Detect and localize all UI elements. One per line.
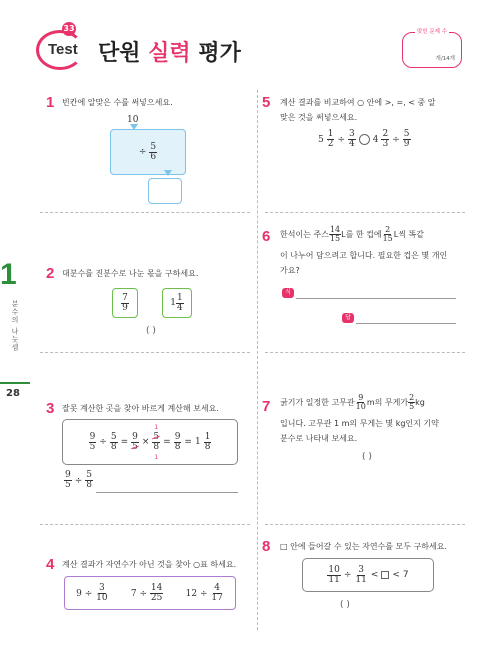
q6-text-3: 가요?	[280, 266, 300, 275]
q5-text-1: 계산 결과를 비교하여 ○ 안에 >, =, < 중 알	[280, 98, 436, 107]
q6-formula-line[interactable]	[296, 298, 456, 299]
q1-answer-box[interactable]	[148, 178, 182, 204]
q3-red-bottom: 1	[154, 453, 159, 461]
q6-number: 6	[262, 228, 271, 245]
q8-number: 8	[262, 538, 271, 555]
q6-text-1: 한석이는 주스 $\frac{14}{15}$ L를 한 컵에 $\frac{2}{15}$ L씩 똑같	[280, 225, 424, 243]
page-title: 단원 실력 평가	[98, 41, 241, 66]
q5-compare-circle[interactable]	[359, 134, 370, 145]
q1-operation-box	[110, 129, 186, 175]
row-divider-left-1	[40, 352, 250, 353]
q7-answer-paren[interactable]: ( )	[362, 452, 372, 462]
q4-choice-2[interactable]: 7 ÷ $\frac{14}{25}$	[130, 582, 163, 603]
column-divider	[257, 90, 258, 630]
q1-arrow-out	[164, 170, 172, 176]
side-bar	[0, 382, 30, 384]
q6-formula-tag: 식	[282, 288, 294, 298]
row-divider-left-2	[40, 524, 250, 525]
q1-fraction: $\frac{5}{6}$	[150, 141, 157, 162]
test-badge-number: 33	[62, 22, 76, 36]
q5-text-2: 맞은 것을 써넣으세요.	[280, 113, 358, 122]
q4-choice-3[interactable]: 12 ÷ $\frac{4}{17}$	[185, 582, 223, 603]
unit-name: 분수의 나눗셈	[11, 300, 19, 352]
test-badge-text: Test	[48, 41, 78, 58]
q6-answer-line[interactable]	[356, 323, 456, 324]
row-divider-right-0	[265, 212, 465, 213]
q2-text: 대분수를 진분수로 나눈 몫을 구하세요.	[62, 269, 199, 278]
q8-blank-square[interactable]	[381, 571, 389, 579]
q7-text-1: 굵기가 일정한 고무관 $\frac{9}{10}$ m의 무게가 $\frac{2}{5}$ kg	[280, 393, 425, 411]
q5-number: 5	[262, 94, 271, 111]
row-divider-right-1	[265, 352, 465, 353]
row-divider-left-0	[40, 212, 250, 213]
q2-answer-paren[interactable]: ( )	[146, 326, 156, 336]
q7-text-2: 입니다. 고무관 1 m의 무게는 몇 kg인지 기약	[280, 419, 439, 428]
q1-number: 1	[46, 94, 55, 111]
q3-correct-start: $\frac{9}{5}$ ÷ $\frac{5}{8}$	[65, 470, 93, 490]
q4-choice-1[interactable]: 9 ÷ $\frac{3}{10}$	[76, 582, 108, 603]
q6-answer-tag: 답	[342, 313, 354, 323]
q4-number: 4	[46, 556, 55, 573]
q8-text: □ 안에 들어갈 수 있는 자연수를 모두 구하세요.	[280, 542, 448, 551]
q6-text-2: 이 나누어 담으려고 합니다. 필요한 컵은 몇 개인	[280, 251, 448, 260]
page-header	[0, 0, 500, 90]
q4-text: 계산 결과가 자연수가 아닌 것을 찾아 ○표 하세요.	[62, 560, 237, 569]
q8-answer-paren[interactable]: ( )	[340, 600, 350, 610]
q2-number: 2	[46, 265, 55, 282]
q3-red-top: 1	[154, 423, 159, 431]
q3-text: 잘못 계산한 곳을 찾아 바르게 계산해 보세요.	[62, 404, 219, 413]
q3-wrong-work-box: $\frac{9}{5}$ ÷ $\frac{5}{8}$ = $\frac{9}{5}$ × 1 $\frac{5}{8}$ 1 = $\frac{9}{8}$ = 1 $\frac{1}{8}$	[62, 419, 238, 465]
score-label: 맞힌 문제 수	[416, 29, 448, 35]
score-value: 개/14개	[435, 56, 455, 62]
q3-answer-line[interactable]	[96, 492, 238, 493]
q3-number: 3	[46, 400, 55, 417]
q4-choices-box	[64, 576, 236, 610]
q7-number: 7	[262, 398, 271, 415]
page-number: 28	[6, 388, 20, 399]
q1-text: 빈칸에 알맞은 수를 써넣으세요.	[62, 98, 173, 107]
q2-card-1: $\frac{7}{9}$	[112, 288, 138, 318]
row-divider-right-2	[265, 524, 465, 525]
q2-card-2: 1 $\frac{1}{4}$	[162, 288, 192, 318]
q1-top-value: 10	[127, 115, 139, 125]
unit-number: 1	[0, 258, 17, 291]
score-box[interactable]	[402, 29, 462, 68]
q7-text-3: 분수로 나타내 보세요.	[280, 434, 358, 443]
q5-comparison: 5 $\frac{1}{2}$ ÷ $\frac{3}{4}$ 4 $\frac{2}{3}$ ÷ $\frac{5}{9}$	[318, 129, 410, 149]
q1-op: ÷	[138, 147, 147, 157]
q8-inequality-box: $\frac{10}{11}$ ÷ $\frac{3}{11}$ < < 7	[302, 558, 434, 592]
